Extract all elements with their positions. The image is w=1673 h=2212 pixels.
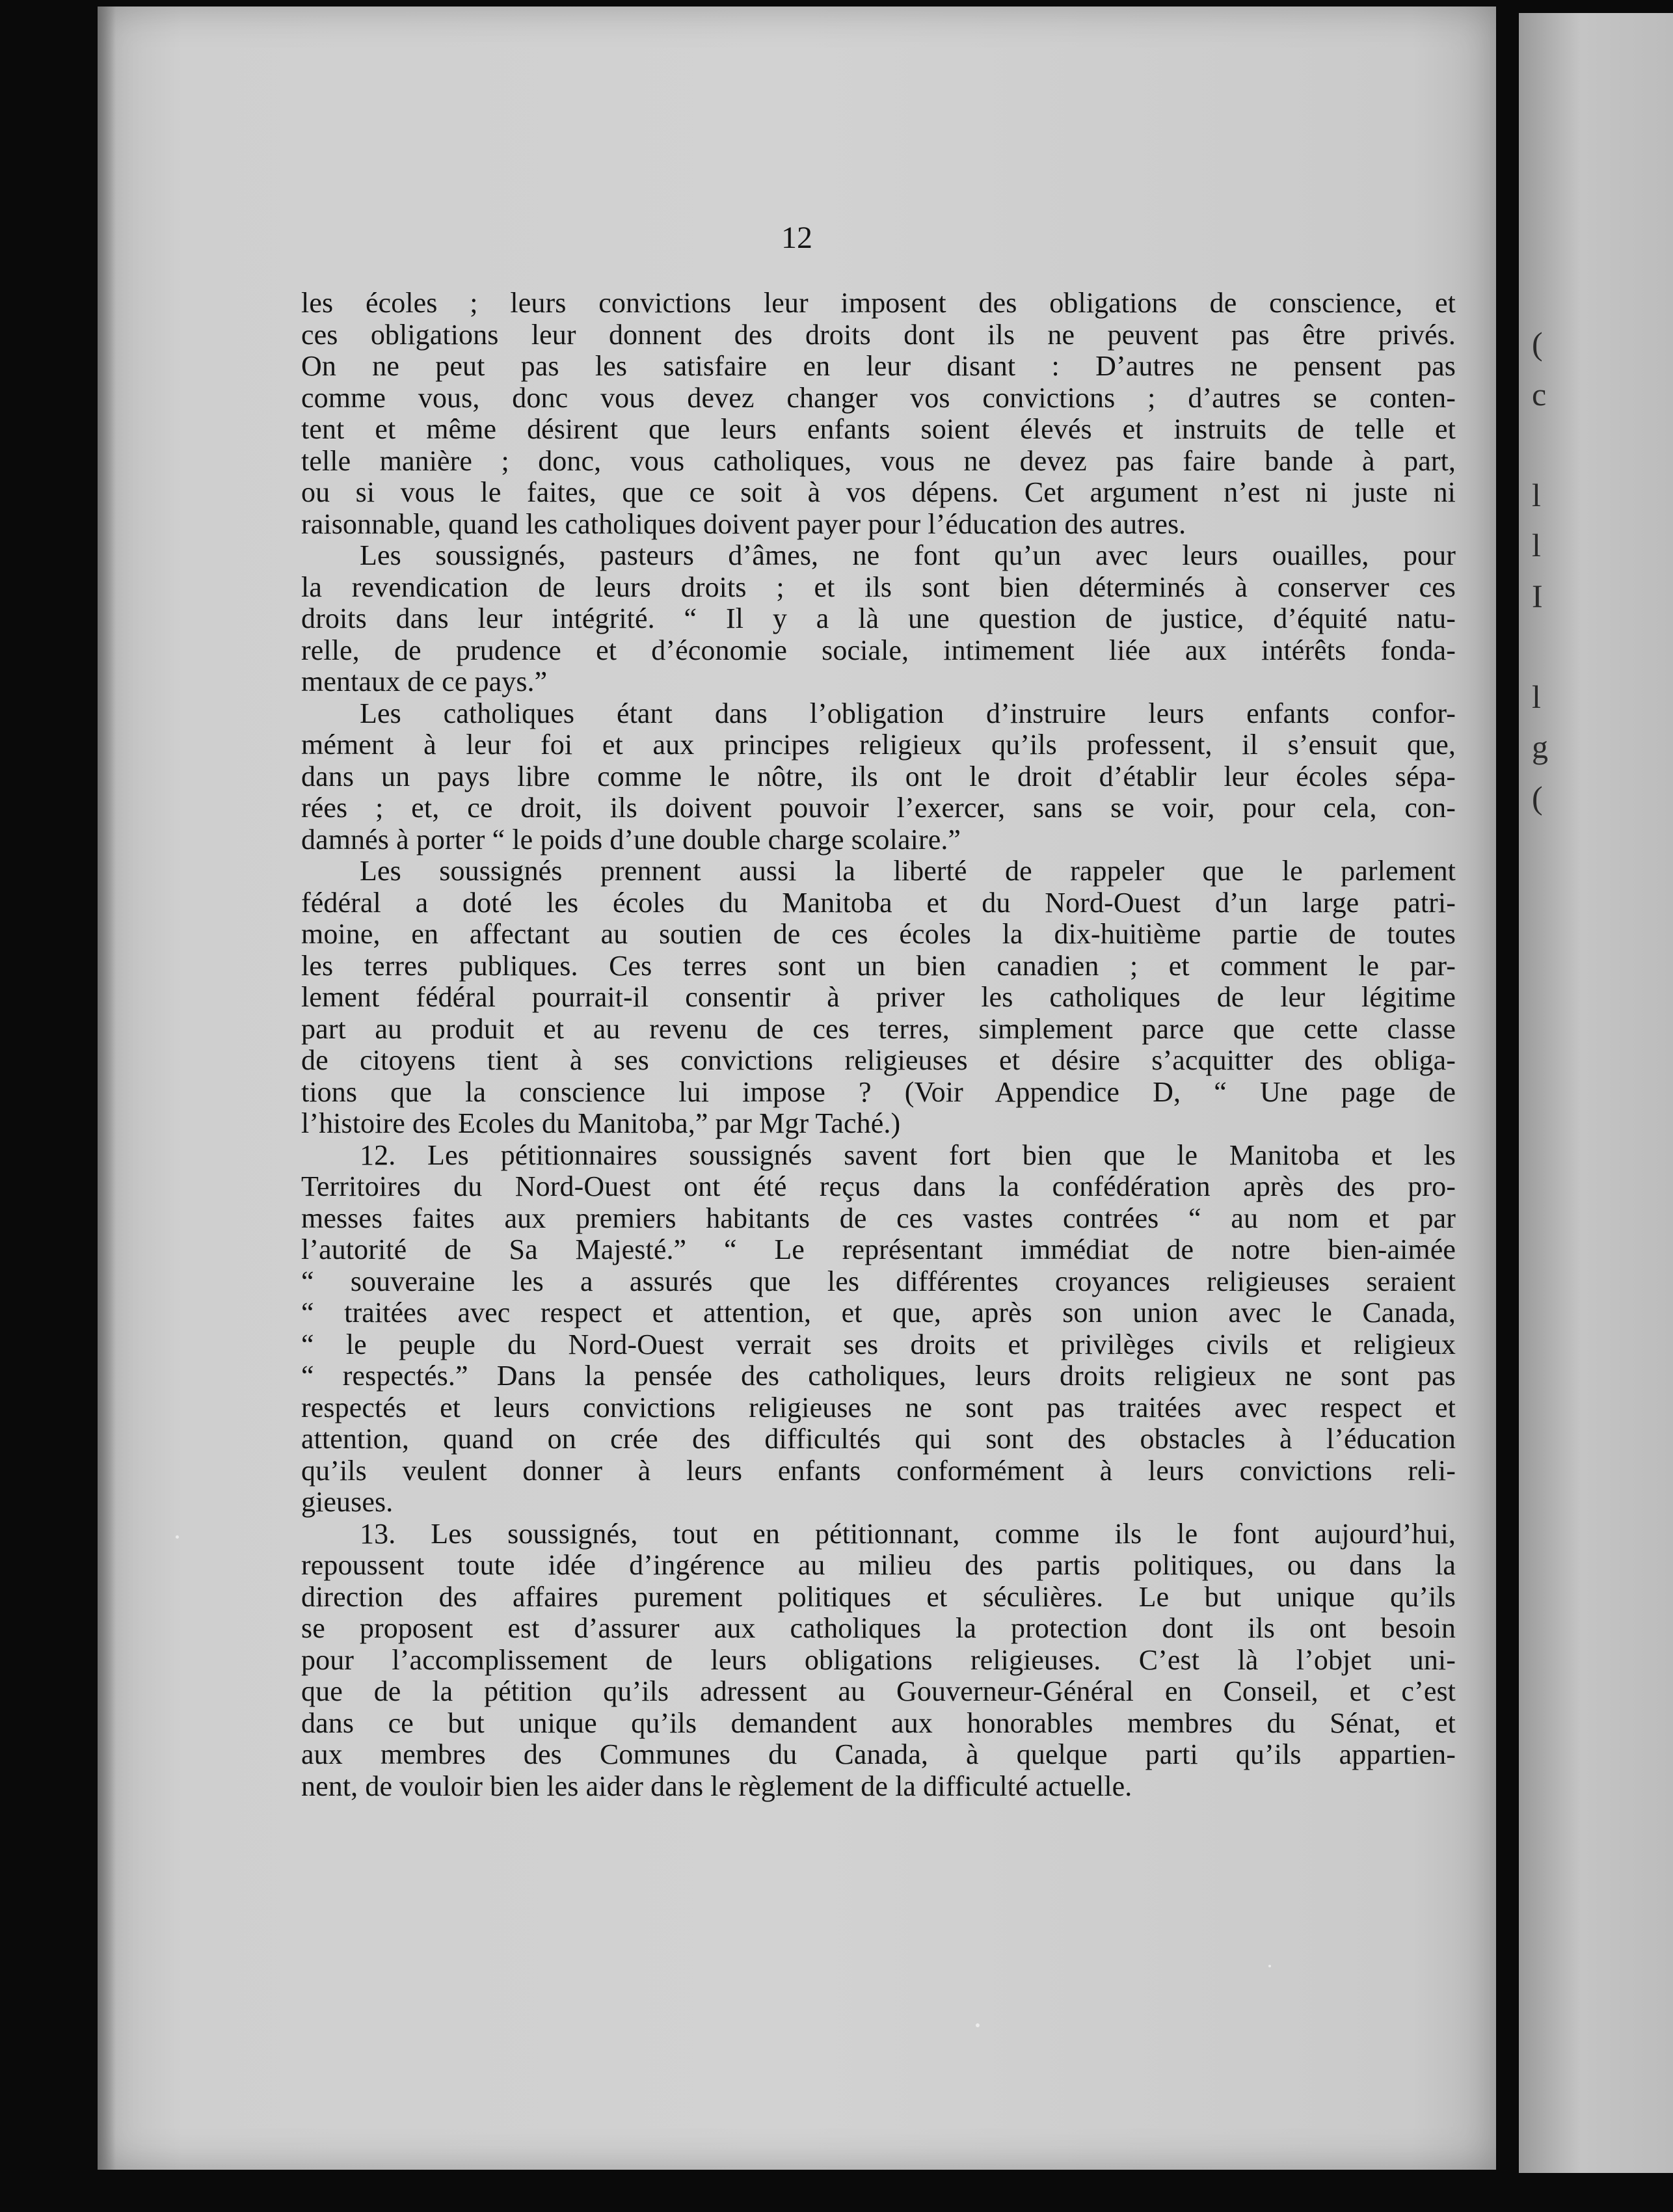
fragment-glyph: l xyxy=(1532,678,1541,715)
text-line: moine, en affectant au soutien de ces écoles la dix-huitième partie de toutes xyxy=(301,919,1456,950)
fragment-glyph: I xyxy=(1532,577,1543,614)
text-line: mentaux de ce pays.” xyxy=(301,666,548,697)
text-line: dans un pays libre comme le nôtre, ils ont le droit d’établir leur écoles sépa- xyxy=(301,761,1456,792)
text-line: l’autorité de Sa Majesté.” “ Le représentant immédiat de notre bien-aimée xyxy=(301,1234,1456,1265)
text-line: “ respectés.” Dans la pensée des catholiques, leurs droits religieux ne sont pas xyxy=(301,1360,1456,1392)
text-line: raisonnable, quand les catholiques doivent payer pour l’éducation des autres. xyxy=(301,508,1186,540)
text-line: pour l’accomplissement de leurs obligations religieuses. C’est là l’objet uni- xyxy=(301,1644,1456,1676)
text-line: “ souveraine les a assurés que les différentes croyances religieuses seraient xyxy=(301,1265,1456,1297)
text-line: aux membres des Communes du Canada, à quelque parti qu’ils appartien- xyxy=(301,1739,1456,1770)
text-line: gieuses. xyxy=(301,1487,394,1518)
text-line: respectés et leurs convictions religieuses ne sont pas traitées avec respect et xyxy=(301,1392,1456,1423)
text-line: repoussent toute idée d’ingérence au milieu des partis politiques, ou dans la xyxy=(301,1550,1456,1581)
text-line: se proposent est d’assurer aux catholiques la protection dont ils ont besoin xyxy=(301,1613,1456,1644)
text-line: lement fédéral pourrait-il consentir à priver les catholiques de leur légitime xyxy=(301,982,1456,1013)
fragment-glyph: c xyxy=(1532,375,1547,412)
fragment-glyph xyxy=(1532,621,1662,672)
text-line: qu’ils veulent donner à leurs enfants conformément à leurs convictions reli- xyxy=(301,1455,1456,1487)
text-line: la revendication de leurs droits ; et ils sont bien déterminés à conserver ces xyxy=(301,571,1456,603)
fragment-glyph xyxy=(1532,420,1662,470)
fragment-glyph: ( xyxy=(1532,325,1543,362)
fragment-glyph: l xyxy=(1532,527,1541,563)
text-line: que de la pétition qu’ils adressent au Gouverneur-Général en Conseil, et c’est xyxy=(301,1676,1456,1707)
page-gutter-shadow xyxy=(98,7,116,2170)
text-line: “ le peuple du Nord-Ouest verrait ses droits et privilèges civils et religieux xyxy=(301,1329,1456,1360)
text-line: part au produit et au revenu de ces terres, simplement parce que cette classe xyxy=(301,1013,1456,1045)
body-text xyxy=(301,288,1456,1802)
text-line: messes faites aux premiers habitants de ces vastes contrées “ au nom et par xyxy=(301,1202,1456,1234)
adjacent-page-text-fragments xyxy=(1532,319,1662,823)
dust-speck xyxy=(176,1535,179,1539)
dust-speck xyxy=(1268,1965,1271,1967)
text-line: 13. Les soussignés, tout en pétitionnant, comme ils le font aujourd’hui, xyxy=(360,1518,1456,1550)
fragment-glyph: g xyxy=(1532,729,1548,765)
text-line: Territoires du Nord-Ouest ont été reçus dans la confédération après des pro- xyxy=(301,1171,1456,1202)
text-line: attention, quand on crée des difficultés qui sont des obstacles à l’éducation xyxy=(301,1423,1456,1455)
text-line: 12. Les pétitionnaires soussignés savent fort bien que le Manitoba et les xyxy=(360,1139,1456,1171)
text-line: rées ; et, ce droit, ils doivent pouvoir l’exercer, sans se voir, pour cela, con- xyxy=(301,792,1456,824)
text-line: “ traitées avec respect et attention, et que, après son union avec le Canada, xyxy=(301,1297,1456,1329)
text-line: comme vous, donc vous devez changer vos convictions ; d’autres se conten- xyxy=(301,382,1456,414)
text-line: fédéral a doté les écoles du Manitoba et du Nord-Ouest d’un large patri- xyxy=(301,887,1456,919)
text-line: nent, de vouloir bien les aider dans le règlement de la difficulté actuelle. xyxy=(301,1770,1132,1802)
fragment-glyph: ( xyxy=(1532,779,1543,816)
adjacent-page-edge xyxy=(1519,13,1673,2173)
text-line: Les soussignés, pasteurs d’âmes, ne font qu’un avec leurs ouailles, pour xyxy=(360,540,1456,571)
text-line: damnés à porter “ le poids d’une double charge scolaire.” xyxy=(301,824,961,856)
text-line: On ne peut pas les satisfaire en leur disant : D’autres ne pensent pas xyxy=(301,351,1456,382)
text-line: de citoyens tient à ses convictions religieuses et désire s’acquitter des obliga- xyxy=(301,1045,1456,1076)
page-number: 12 xyxy=(781,221,812,255)
text-line: les écoles ; leurs convictions leur imposent des obligations de conscience, et xyxy=(301,288,1456,319)
text-line: ces obligations leur donnent des droits dont ils ne peuvent pas être privés. xyxy=(301,319,1456,351)
fragment-glyph: l xyxy=(1532,476,1541,513)
text-line: dans ce but unique qu’ils demandent aux honorables membres du Sénat, et xyxy=(301,1707,1456,1739)
text-line: telle manière ; donc, vous catholiques, vous ne devez pas faire bande à part, xyxy=(301,445,1456,477)
text-line: tions que la conscience lui impose ? (Voir Appendice D, “ Une page de xyxy=(301,1076,1456,1108)
text-line: ou si vous le faites, que ce soit à vos dépens. Cet argument n’est ni juste ni xyxy=(301,477,1456,508)
text-line: les terres publiques. Ces terres sont un bien canadien ; et comment le par- xyxy=(301,950,1456,982)
text-line: Les soussignés prennent aussi la liberté de rappeler que le parlement xyxy=(360,856,1456,887)
text-line: l’histoire des Ecoles du Manitoba,” par Mgr Taché.) xyxy=(301,1108,901,1139)
dust-speck xyxy=(976,2023,980,2027)
text-line: tent et même désirent que leurs enfants soient élevés et instruits de telle et xyxy=(301,414,1456,445)
text-line: direction des affaires purement politiques et séculières. Le but unique qu’ils xyxy=(301,1581,1456,1613)
text-line: relle, de prudence et d’économie sociale, intimement liée aux intérêts fonda- xyxy=(301,634,1456,666)
text-line: mément à leur foi et aux principes religieux qu’ils professent, il s’ensuit que, xyxy=(301,729,1456,761)
book-page xyxy=(98,7,1496,2170)
text-line: Les catholiques étant dans l’obligation d’instruire leurs enfants confor- xyxy=(360,697,1456,729)
text-line: droits dans leur intégrité. “ Il y a là une question de justice, d’équité natu- xyxy=(301,603,1456,634)
